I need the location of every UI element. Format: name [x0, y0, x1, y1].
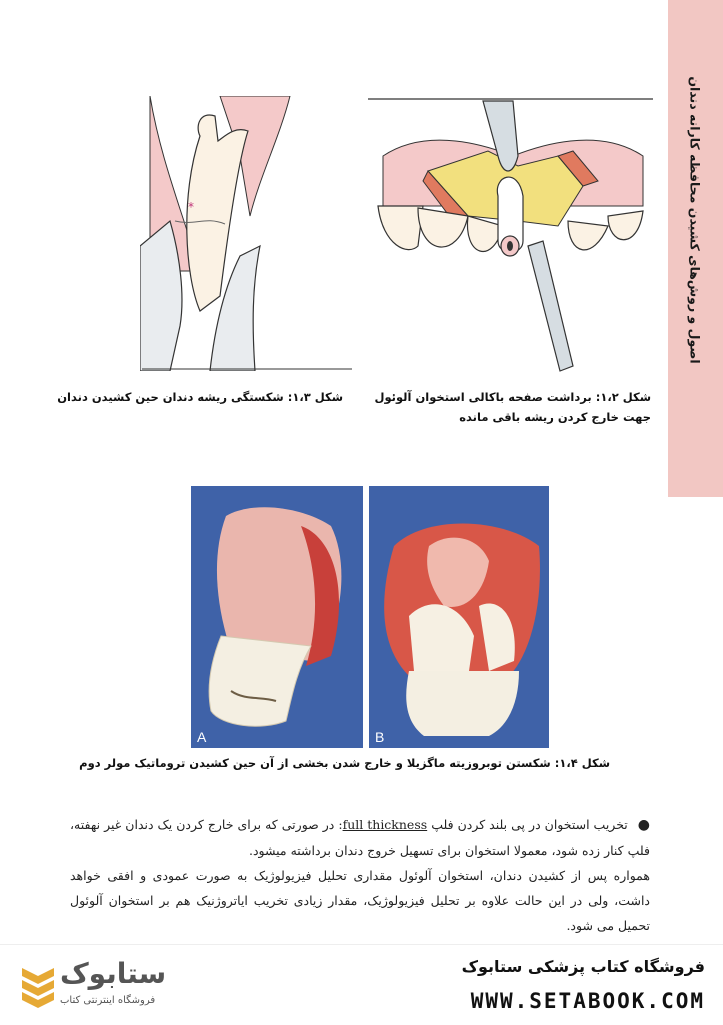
figure-1-2-illustration	[368, 96, 658, 376]
chapter-side-tab	[668, 0, 723, 497]
photo-label-b: B	[375, 729, 385, 745]
bullet-icon: ●	[637, 817, 651, 833]
chevron-logo-icon	[20, 962, 56, 1010]
figure-1-2-caption-line2: جهت خارج کردن ریشه باقی مانده	[459, 410, 651, 424]
tooth-forceps-drawing	[140, 96, 355, 371]
store-url-link[interactable]: WWW.SETABOOK.COM	[470, 989, 705, 1013]
logo-subtitle: فروشگاه اینترنتی کتاب	[60, 995, 156, 1006]
paragraph-1-term: full thickness	[342, 817, 428, 832]
photo-label-a: A	[197, 729, 207, 745]
chapter-title: اصول و روش‌های کشیدن محافظه کارانه دندان	[687, 76, 703, 364]
paragraph-2: همواره پس از کشیدن دندان، استخوان آلوئول مقداری تحلیل فیزیولوژیک به صورت عمودی و افقی خواهد داشت، ولی در این حالت علاوه بر تحلیل فیزیولوژیک، مقدار زیادی تخریب ایاتروژنیک هم بر استخوان آلوئول تحمیل می شود.	[70, 868, 650, 933]
body-paragraphs	[70, 812, 650, 938]
store-logo[interactable]	[20, 957, 280, 1015]
paragraph-1	[70, 812, 650, 863]
figure-1-3-caption: شکل ۱،۳: شکستگی ریشه دندان حین کشیدن دندان	[57, 390, 343, 404]
paragraph-1-lead: تخریب استخوان در پی بلند کردن فلپ	[431, 817, 628, 832]
figure-1-4-photo-a	[191, 486, 363, 748]
logo-name: ستابوک	[60, 957, 167, 990]
paragraph-1-rest: : در صورتی که برای خارج کردن یک دندان غیر نهفته، فلپ کنار زده شود، معمولا استخوان برای تسهیل خروج دندان برداشته میشود.	[70, 817, 650, 858]
figure-1-2-caption-line1: شکل ۱،۲: برداشت صفحه باکالی استخوان آلوئول	[374, 390, 651, 404]
figure-1-4-photo-b	[369, 486, 549, 748]
maxillary-tuberosity-photo-a	[191, 486, 363, 748]
store-name: فروشگاه کتاب پزشکی ستابوک	[461, 957, 705, 976]
figure-1-4-caption: شکل ۱،۴: شکستن توبروزیته ماگزیلا و خارج شدن بخشی از آن حین کشیدن تروماتیک مولر دوم	[79, 756, 610, 770]
buccal-bone-removal-drawing	[368, 96, 658, 376]
maxillary-tuberosity-photo-b	[369, 486, 549, 748]
store-footer	[0, 944, 723, 1025]
fracture-asterisk: *	[188, 200, 194, 214]
figure-1-2-caption	[351, 387, 651, 427]
figure-1-3-illustration	[140, 96, 355, 371]
